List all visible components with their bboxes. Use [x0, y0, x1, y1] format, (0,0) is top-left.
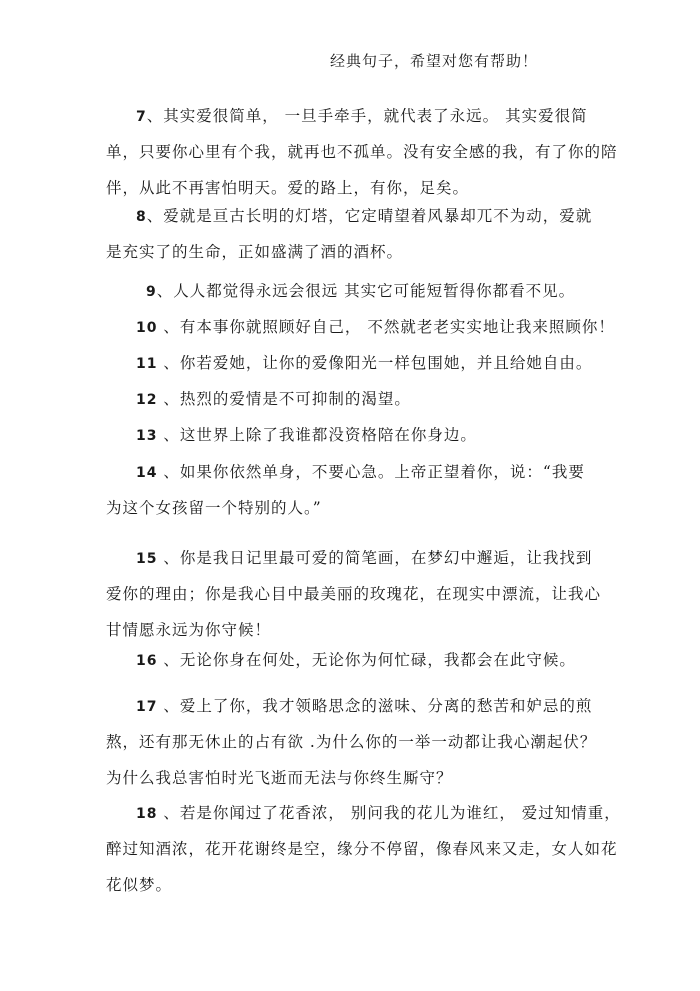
paragraph-number: 17: [136, 699, 158, 715]
paragraph-line: 16 、无论你身在何处，无论你为何忙碌，我都会在此守候。: [136, 651, 576, 669]
paragraph-line: 8、爱就是亘古长明的灯塔，它定晴望着风暴却兀不为动，爱就: [136, 207, 593, 225]
paragraph-number: 12: [136, 392, 158, 408]
paragraph-number: 16: [136, 653, 158, 669]
paragraph-line: 13 、这世界上除了我谁都没资格陪在你身边。: [136, 426, 477, 444]
paragraph-line: 爱你的理由；你是我心目中最美丽的玫瑰花，在现实中漂流，让我心: [106, 585, 602, 603]
paragraph-line: 单，只要你心里有个我，就再也不孤单。没有安全感的我，有了你的陪: [106, 143, 618, 161]
paragraph-number: 10: [136, 320, 158, 336]
paragraph-9: [116, 273, 606, 309]
paragraph-number: 13: [136, 428, 158, 444]
paragraph-number: 7: [136, 109, 147, 125]
paragraph-line: 花似梦。: [106, 876, 173, 894]
paragraph-17: [106, 688, 596, 796]
paragraph-8: [106, 198, 596, 270]
paragraph-line: 为什么我总害怕时光飞逝而无法与你终生厮守？: [106, 769, 453, 787]
paragraph-line: 9、人人都觉得永远会很远 其实它可能短暂得你都看不见。: [146, 282, 576, 300]
paragraph-number: 11: [136, 356, 158, 372]
paragraph-line: 熬，还有那无休止的占有欲 .为什么你的一举一动都让我心潮起伏？: [106, 733, 597, 751]
header-text: 经典句子，希望对您有帮助！: [330, 52, 539, 70]
paragraph-line: 为这个女孩留一个特别的人。”: [106, 499, 322, 517]
paragraph-18: [106, 795, 621, 903]
paragraph-number: 14: [136, 465, 158, 481]
paragraph-line: 14 、如果你依然单身，不要心急。上帝正望着你，说：“我要: [136, 463, 585, 481]
paragraph-16: [106, 642, 596, 678]
paragraph-line: 18 、若是你闻过了花香浓， 别问我的花儿为谁红， 爱过知情重，: [136, 804, 621, 822]
paragraph-13: [106, 417, 596, 453]
paragraph-line: 甘情愿永远为你守候！: [106, 621, 272, 639]
paragraph-line: 10 、有本事你就照顾好自己， 不然就老老实实地让我来照顾你！: [136, 318, 615, 336]
paragraph-line: 11 、你若爱她，让你的爱像阳光一样包围她，并且给她自由。: [136, 354, 593, 372]
paragraph-line: 是充实了的生命，正如盛满了酒的酒杯。: [106, 243, 404, 261]
paragraph-7: [106, 98, 618, 206]
paragraph-line: 伴，从此不再害怕明天。爱的路上，有你，足矣。: [106, 179, 470, 197]
paragraph-14: [106, 454, 596, 526]
paragraph-number: 9: [146, 284, 157, 300]
paragraph-10: [106, 309, 615, 345]
paragraph-11: [106, 345, 596, 381]
paragraph-line: 12 、热烈的爱情是不可抑制的渴望。: [136, 390, 411, 408]
paragraph-12: [106, 381, 596, 417]
paragraph-number: 15: [136, 551, 158, 567]
paragraph-15: [106, 540, 602, 648]
paragraph-line: 醉过知酒浓，花开花谢终是空，缘分不停留，像春风来又走，女人如花: [106, 840, 618, 858]
paragraph-line: 17 、爱上了你，我才领略思念的滋味、分离的愁苦和妒忌的煎: [136, 697, 593, 715]
paragraph-line: 15 、你是我日记里最可爱的简笔画，在梦幻中邂逅，让我找到: [136, 549, 593, 567]
paragraph-line: 7、其实爱很简单， 一旦手牵手，就代表了永远。 其实爱很简: [136, 107, 588, 125]
paragraph-number: 18: [136, 806, 158, 822]
paragraph-number: 8: [136, 209, 147, 225]
